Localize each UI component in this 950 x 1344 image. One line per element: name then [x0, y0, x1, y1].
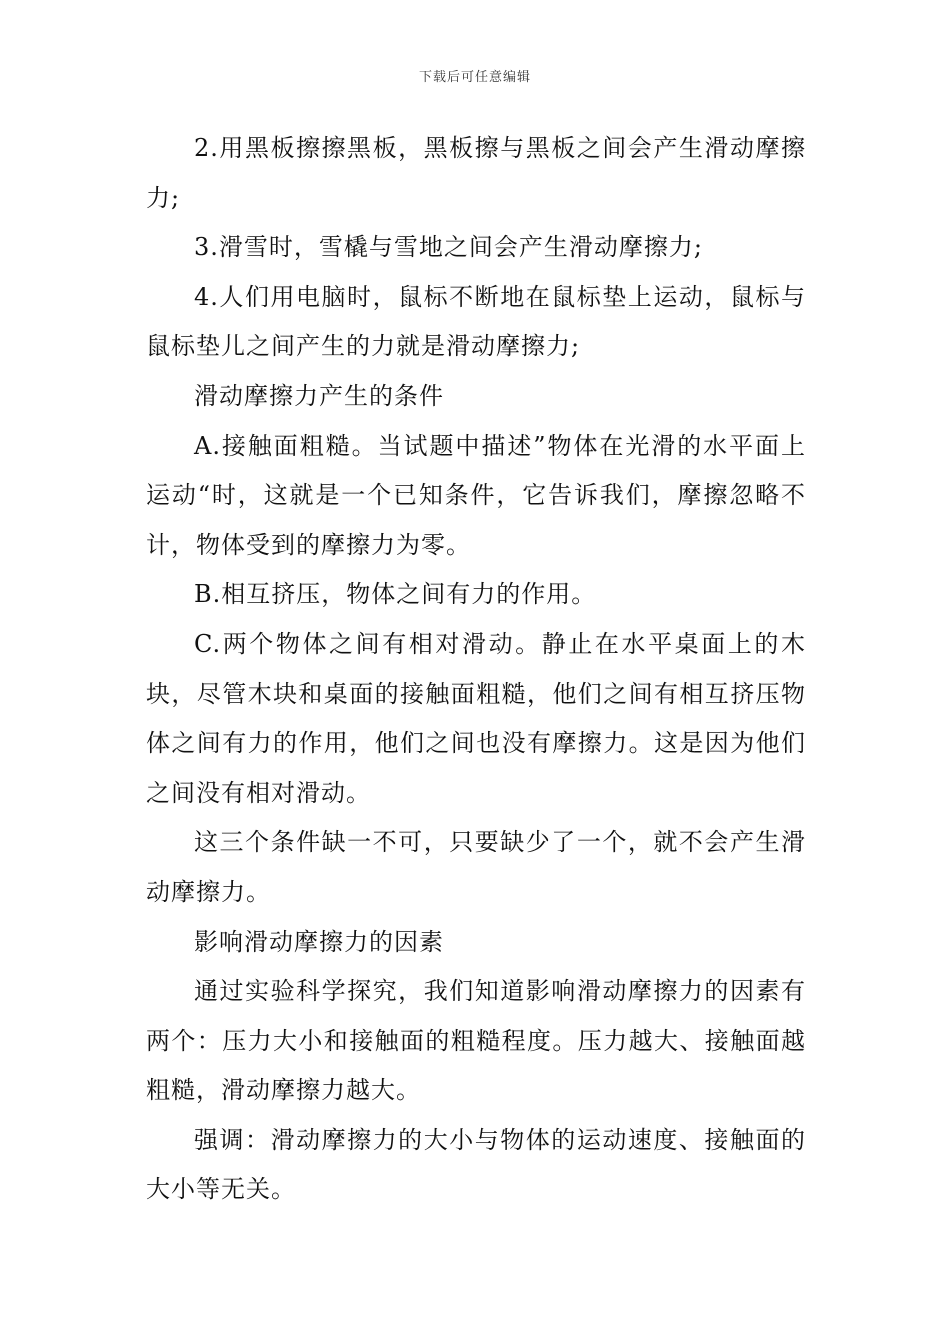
paragraph-condition-c: C.两个物体之间有相对滑动。静止在水平桌面上的木块，尽管木块和桌面的接触面粗糙，他们之间有相互挤压物体之间有力的作用，他们之间也没有摩擦力。这是因为他们之间没有相对滑动。	[146, 629, 806, 807]
paragraph-example-3: 3.滑雪时，雪橇与雪地之间会产生滑动摩擦力;	[194, 233, 703, 262]
document-body	[146, 124, 806, 1215]
section-heading-conditions: 滑动摩擦力产生的条件	[194, 381, 444, 410]
paragraph-factors: 通过实验科学探究，我们知道影响滑动摩擦力的因素有两个：压力大小和接触面的粗糙程度。压力越大、接触面越粗糙，滑动摩擦力越大。	[146, 977, 806, 1105]
paragraph-emphasis: 强调：滑动摩擦力的大小与物体的运动速度、接触面的大小等无关。	[146, 1125, 806, 1204]
paragraph-example-2: 2.用黑板擦擦黑板，黑板擦与黑板之间会产生滑动摩擦力;	[146, 134, 806, 212]
section-heading-factors: 影响滑动摩擦力的因素	[194, 927, 444, 956]
page-header: 下载后可任意编辑	[418, 70, 531, 85]
paragraph-condition-a: A.接触面粗糙。当试题中描述”物体在光滑的水平面上运动“时，这就是一个已知条件，它告诉我们，摩擦忽略不计，物体受到的摩擦力为零。	[146, 431, 806, 559]
paragraph-condition-b: B.相互挤压，物体之间有力的作用。	[194, 580, 597, 609]
paragraph-conditions-summary: 这三个条件缺一不可，只要缺少了一个，就不会产生滑动摩擦力。	[146, 828, 806, 906]
paragraph-example-4: 4.人们用电脑时，鼠标不断地在鼠标垫上运动，鼠标与鼠标垫儿之间产生的力就是滑动摩擦力;	[146, 282, 806, 361]
